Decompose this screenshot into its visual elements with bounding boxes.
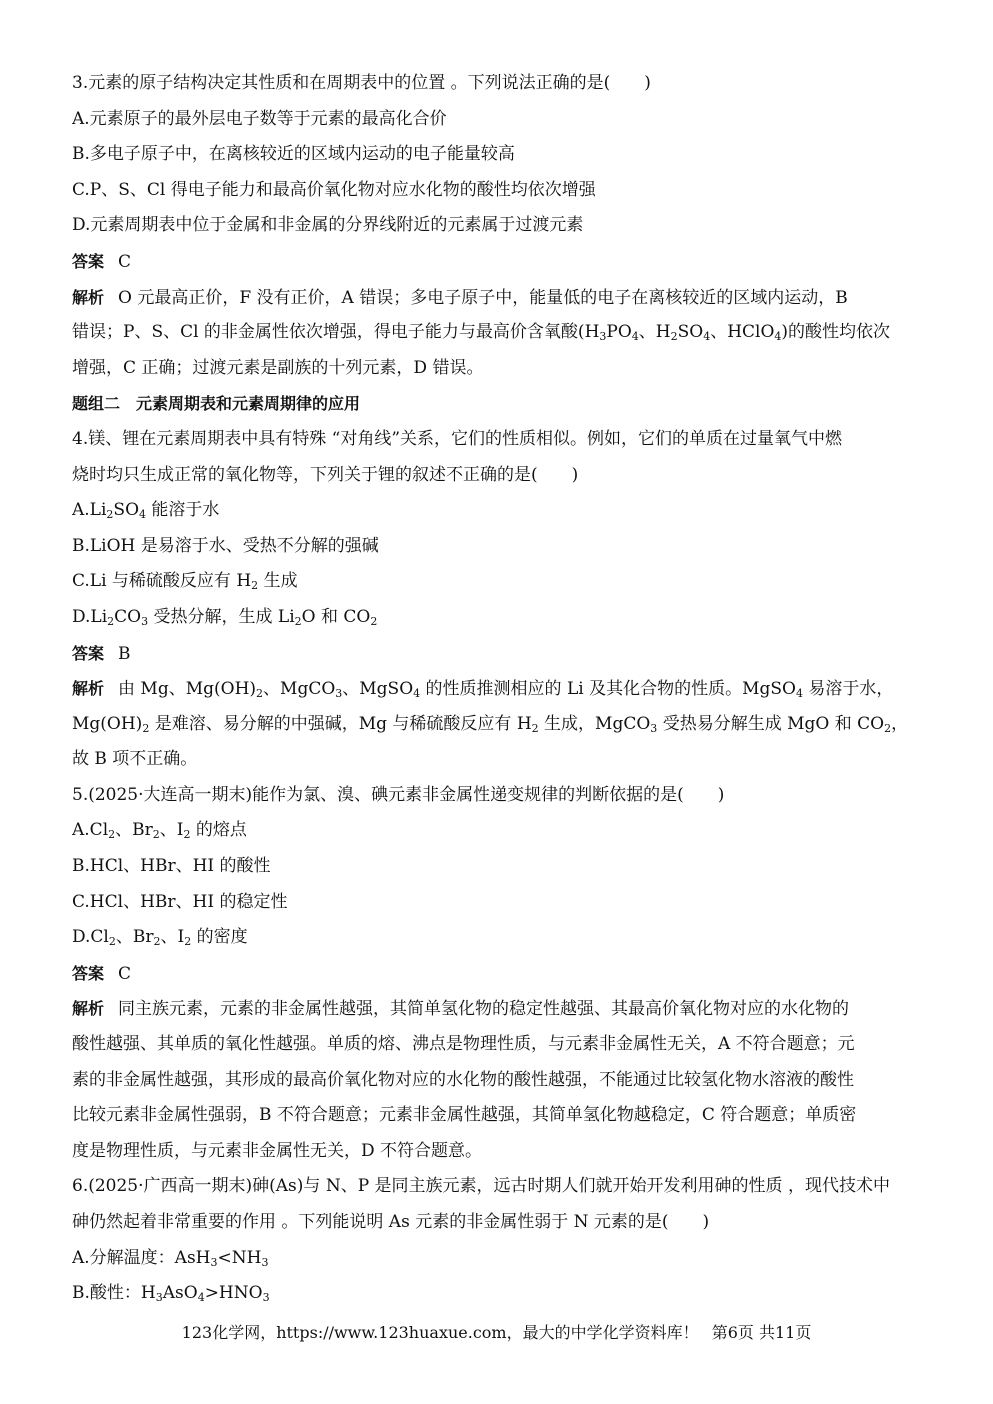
- answer-label: 答案: [72, 643, 105, 663]
- line-heading: [72, 386, 922, 422]
- line-option: [72, 529, 922, 565]
- option-text: $A.Cl_2$、$Br_2$、$I_2$ 的熔点: [72, 820, 247, 842]
- text-text: 砷仍然起着非常重要的作用 。下列能说明 As 元素的非金属性弱于 N 元素的是( ): [72, 1212, 710, 1232]
- option-text: A.元素原子的最外层电子数等于元素的最高化合价: [72, 108, 447, 129]
- line-text: [72, 707, 922, 743]
- option-text: A.分解温度：$AsH_3<NH_3$: [72, 1247, 269, 1269]
- answer-text: C: [118, 251, 132, 272]
- analysis-text: 由 Mg、$Mg(OH)_2$、MgCO$_3$、MgSO$_4$ 的性质推测相应的 Li 及其化合物的性质。MgSO$_4$ 易溶于水，: [118, 679, 894, 701]
- line-text: [72, 1205, 922, 1241]
- page-footer: [0, 1320, 993, 1343]
- option-text: $D.Cl_2$、$Br_2$、$I_2$ 的密度: [72, 927, 248, 949]
- option-text: B.多电子原子中，在离核较近的区域内运动的电子能量较高: [72, 144, 515, 165]
- line-question: [72, 422, 922, 458]
- text-text: 增强，C 正确；过渡元素是副族的十列元素，D 错误。: [72, 357, 484, 378]
- analysis-label: 解析: [72, 999, 105, 1019]
- text-text: 素的非金属性越强，其形成的最高价氧化物对应的水化物的酸性越强，不能通过比较氢化物水溶液的酸性: [72, 1069, 854, 1090]
- line-text: [72, 458, 922, 494]
- document-body: [72, 66, 922, 1312]
- line-option: [72, 600, 922, 636]
- question-text: 5.(2025·大连高一期末)能作为氯、溴、碘元素非金属性递变规律的判断依据的是( ): [72, 784, 725, 805]
- footer-site-text: 123化学网，https://www.123huaxue.com，最大的中学化学资料库！: [181, 1323, 699, 1342]
- line-option: [72, 173, 922, 209]
- text-text: 烧时均只生成正常的氧化物等，下列关于锂的叙述不正确的是( ): [72, 464, 579, 485]
- line-option: [72, 208, 922, 244]
- line-option: [72, 493, 922, 529]
- question-text: 4.镁、锂在元素周期表中具有特殊 “对角线”关系，它们的性质相似。例如，它们的单质在过量氧气中燃: [72, 428, 843, 449]
- line-option: [72, 102, 922, 138]
- line-option: [72, 849, 922, 885]
- answer-label: 答案: [72, 963, 105, 983]
- answer-text: B: [118, 643, 131, 664]
- answer-label: 答案: [72, 251, 105, 271]
- line-option: [72, 564, 922, 600]
- analysis-label: 解析: [72, 287, 105, 307]
- line-text: [72, 1134, 922, 1170]
- text-text: $Mg(OH)_2$ 是难溶、易分解的中强碱，Mg 与稀硫酸反应有 $H_2$ 生成，MgCO$_3$ 受热易分解生成 MgO 和 $CO_2$，: [72, 713, 909, 735]
- option-text: $D.Li_2CO_3$ 受热分解，生成 $Li_2O$ 和 $CO_2$: [72, 606, 378, 628]
- line-option: [72, 885, 922, 921]
- text-text: 错误；P、S、Cl 的非金属性依次增强，得电子能力与最高价含氧酸($H_3PO_4$、$H_2SO_4$、HClO$_4$)的酸性均依次: [72, 322, 891, 344]
- line-text: [72, 742, 922, 778]
- question-text: 3.元素的原子结构决定其性质和在周期表中的位置 。下列说法正确的是( ): [72, 73, 651, 93]
- line-answer: [72, 956, 922, 992]
- option-text: B.酸性：$H_3AsO_4>HNO_3$: [72, 1283, 270, 1305]
- line-text: [72, 315, 922, 351]
- line-option: [72, 813, 922, 849]
- option-text: D.元素周期表中位于金属和非金属的分界线附近的元素属于过渡元素: [72, 215, 584, 236]
- option-text: $A.Li_2SO_4$ 能溶于水: [72, 500, 220, 522]
- text-text: 度是物理性质，与元素非金属性无关，D 不符合题意。: [72, 1140, 483, 1161]
- question-text: 6.(2025·广西高一期末)砷(As)与 N、P 是同主族元素，远古时期人们就开始开发利用砷的性质 ，现代技术中: [72, 1176, 890, 1197]
- analysis-label: 解析: [72, 679, 105, 699]
- option-text: B.LiOH 是易溶于水、受热不分解的强碱: [72, 535, 379, 556]
- line-question: [72, 66, 922, 102]
- line-question: [72, 1169, 922, 1205]
- line-option: [72, 137, 922, 173]
- text-text: 故 B 项不正确。: [72, 749, 198, 770]
- analysis-text: O 元最高正价，F 没有正价，A 错误；多电子原子中，能量低的电子在离核较近的区域内运动，B: [118, 287, 848, 308]
- line-analysis: [72, 280, 922, 316]
- line-text: [72, 1063, 922, 1099]
- footer-page-number: 第6页 共11页: [711, 1323, 812, 1342]
- text-text: 酸性越强、其单质的氧化性越强。单质的熔、沸点是物理性质，与元素非金属性无关，A 不符合题意；元: [72, 1034, 855, 1055]
- analysis-text: 同主族元素，元素的非金属性越强，其简单氢化物的稳定性越强、其最高价氧化物对应的水化物的: [118, 999, 850, 1020]
- option-text: C.Li 与稀硫酸反应有 $H_2$ 生成: [72, 571, 298, 593]
- line-option: [72, 1241, 922, 1277]
- line-answer: [72, 244, 922, 280]
- line-analysis: [72, 671, 922, 707]
- line-option: [72, 1276, 922, 1312]
- line-answer: [72, 636, 922, 672]
- line-text: [72, 1027, 922, 1063]
- line-option: [72, 920, 922, 956]
- line-text: [72, 351, 922, 387]
- option-text: B.HCl、HBr、HI 的酸性: [72, 856, 271, 877]
- answer-text: C: [118, 963, 132, 984]
- line-question: [72, 778, 922, 814]
- option-text: C.HCl、HBr、HI 的稳定性: [72, 891, 288, 912]
- line-analysis: [72, 991, 922, 1027]
- line-text: [72, 1098, 922, 1134]
- option-text: C.P、S、Cl 得电子能力和最高价氧化物对应水化物的酸性均依次增强: [72, 179, 596, 200]
- text-text: 比较元素非金属性强弱，B 不符合题意；元素非金属性越强，其简单氢化物越稳定，C 符合题意；单质密: [72, 1105, 857, 1126]
- heading-text: 题组二 元素周期表和元素周期律的应用: [72, 394, 361, 414]
